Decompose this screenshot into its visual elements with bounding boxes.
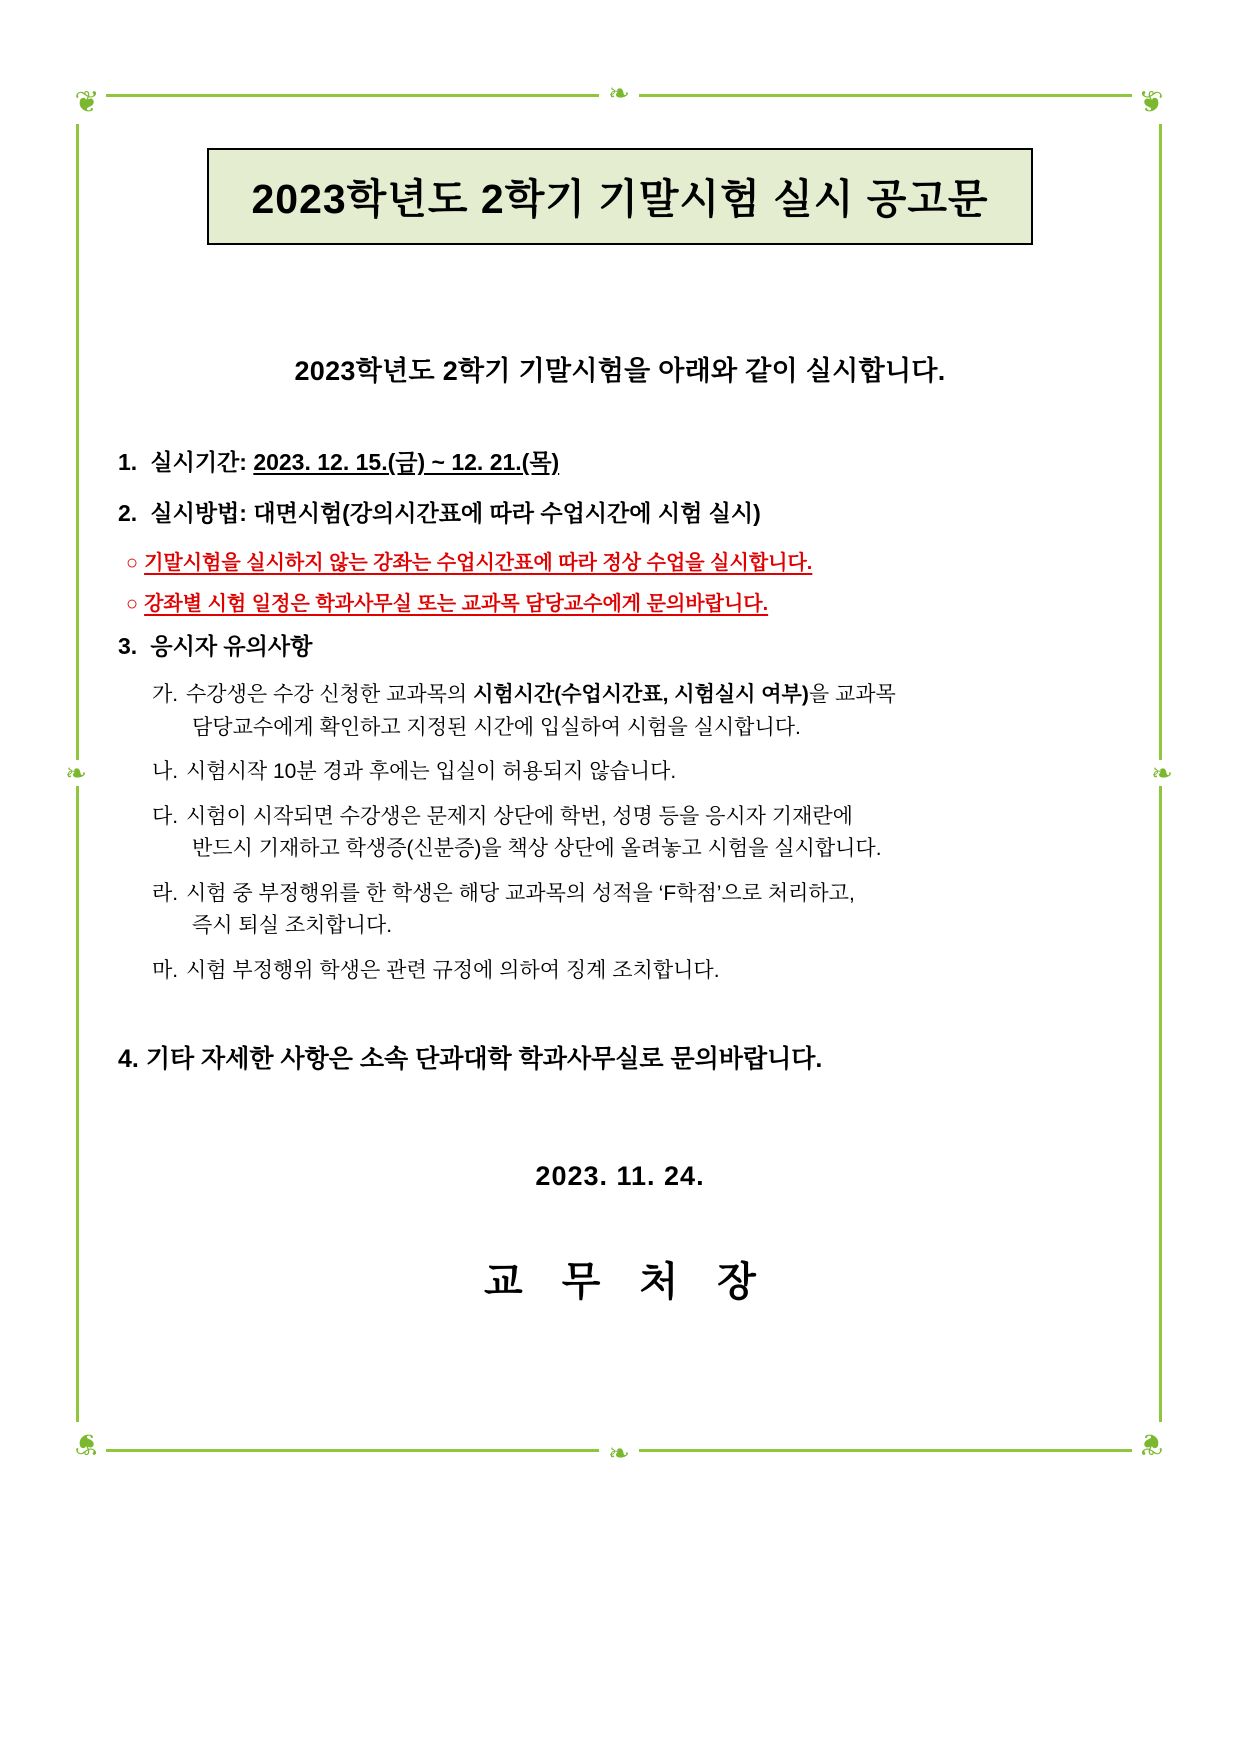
item-label: 실시방법: [150,500,247,526]
sub-item-text: 시험시작 10분 경과 후에는 입실이 허용되지 않습니다. [186,760,677,784]
sub-item-line2: 즉시 퇴실 조치합니다. [192,914,393,938]
circle-marker-icon: ○ [126,552,139,574]
sub-item-label: 나. [152,760,179,784]
item-label: 실시기간: [150,449,247,475]
notice-text: 강좌별 시험 일정은 학과사무실 또는 교과목 담당교수에게 문의바랍니다. [144,593,769,615]
lead-paragraph: 2023학년도 2학기 기말시험을 아래와 같이 실시합니다. [294,356,946,386]
sub-item-label: 라. [152,881,179,905]
corner-ornament-icon: ❦ [74,86,100,119]
notice-content [110,120,1130,1307]
sub-item-label: 다. [152,804,179,828]
sub-item-label: 가. [152,683,179,706]
item-number: 4. [118,1045,139,1074]
notice-text: 기말시험을 실시하지 않는 강좌는 수업시간표에 따라 정상 수업을 실시합니다. [144,552,813,574]
sub-list-item [152,801,1130,866]
sub-item-line2: 담당교수에게 확인하고 지정된 시간에 입실하여 시험을 실시합니다. [192,715,801,739]
item-text: 기타 자세한 사항은 소속 단과대학 학과사무실로 문의바랍니다. [145,1045,823,1074]
midpoint-ornament-icon: ❧ [599,80,639,106]
list-item [110,628,1130,661]
midpoint-ornament-icon: ❧ [599,1440,639,1466]
corner-ornament-icon: ❦ [1138,1427,1164,1460]
corner-ornament-icon: ❦ [74,1427,100,1460]
item-value: 대면시험(강의시간표에 따라 수업시간에 시험 실시) [253,500,761,526]
sub-item-text: 수강생은 수강 신청한 교과목의 [186,683,474,706]
notice-line [126,587,1130,616]
sub-item-text: 시험 부정행위 학생은 관련 규정에 의하여 징계 조치합니다. [186,958,720,982]
midpoint-ornament-icon: ❧ [1142,760,1182,786]
circle-marker-icon: ○ [126,593,139,615]
item-value: 2023. 12. 15.(금) ~ 12. 21.(목) [253,449,560,475]
sub-item-line2: 반드시 기재하고 학생증(신분증)을 책상 상단에 올려놓고 시험을 실시합니다. [192,837,882,861]
issue-date: 2023. 11. 24. [535,1161,705,1192]
item-number: 2. [118,500,138,526]
numbered-items [110,444,1130,1075]
sub-list-item [152,878,1130,943]
sub-item-emphasis: 시험시간(수업시간표, 시험실시 여부) [473,683,809,706]
sub-item-text: 시험 중 부정행위를 한 학생은 해당 교과목의 성적을 ‘F학점’으로 처리하고, [186,881,855,905]
list-item [110,444,1130,477]
notice-line [126,546,1130,575]
midpoint-ornament-icon: ❧ [56,760,96,786]
corner-ornament-icon: ❦ [1138,86,1164,119]
page-title [207,148,1033,245]
list-item [110,495,1130,528]
item-number: 1. [118,449,138,475]
signer-title: 교 무 처 장 [484,1260,770,1305]
sub-item-label: 마. [152,958,179,982]
sub-item-text: 시험이 시작되면 수강생은 문제지 상단에 학번, 성명 등을 응시자 기재란에 [186,804,853,828]
page-title-text: 2023학년도 2학기 기말시험 실시 공고문 [251,176,989,222]
item-number: 3. [118,633,138,659]
sub-item-text-tail: 을 교과목 [808,683,896,706]
list-item-final [110,1039,1130,1075]
sub-list-item [152,756,1130,789]
sub-list [110,679,1130,987]
sub-list-item [152,955,1130,988]
sub-list-item [152,679,1130,744]
item-label: 응시자 유의사항 [150,633,313,659]
